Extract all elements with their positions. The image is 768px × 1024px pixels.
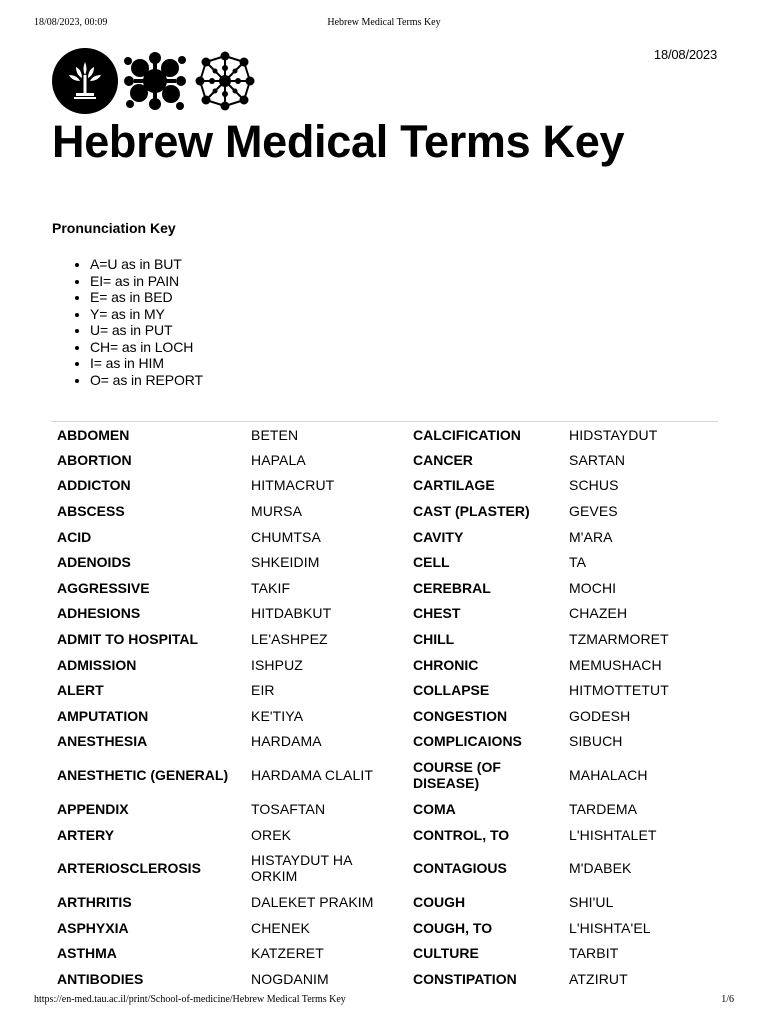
pronunciation-key-heading: Pronunciation Key — [52, 220, 176, 236]
term-english: ARTHRITIS — [57, 894, 132, 911]
term-english: CULTURE — [413, 945, 479, 962]
list-item: • I= as in HIM — [90, 355, 203, 372]
term-hebrew-transliteration: MEMUSHACH — [569, 656, 662, 673]
term-english: CEREBRAL — [413, 579, 491, 596]
term-english: ACID — [57, 528, 92, 545]
term-hebrew-transliteration: GEVES — [569, 503, 618, 520]
term-hebrew-transliteration: SARTAN — [569, 451, 626, 468]
term-english: CHRONIC — [413, 656, 479, 673]
table-row — [51, 847, 718, 889]
table-row — [51, 915, 718, 941]
term-hebrew-transliteration: MAHALACH — [569, 767, 648, 784]
term-hebrew-transliteration: KATZERET — [251, 945, 324, 962]
print-document-title: Hebrew Medical Terms Key — [327, 17, 441, 28]
term-english: CELL — [413, 554, 450, 571]
list-item: • EI= as in PAIN — [90, 273, 203, 290]
term-english: COMPLICAIONS — [413, 733, 522, 750]
term-english: COLLAPSE — [413, 682, 490, 699]
term-hebrew-transliteration: M'ARA — [569, 528, 613, 545]
table-row — [51, 575, 718, 601]
term-hebrew-transliteration: L'HISHTA'EL — [569, 919, 651, 936]
term-hebrew-transliteration: OREK — [251, 826, 292, 843]
print-datetime: 18/08/2023, 00:09 — [34, 17, 108, 28]
term-english: CHILL — [413, 631, 455, 648]
term-english: ABORTION — [57, 451, 132, 468]
pronunciation-key-list — [52, 256, 203, 388]
term-english: ANESTHESIA — [57, 733, 148, 750]
tau-menorah-logo-icon — [52, 48, 118, 114]
table-row — [51, 966, 718, 992]
term-hebrew-transliteration: LE'ASHPEZ — [251, 631, 328, 648]
term-hebrew-transliteration: TARBIT — [569, 945, 619, 962]
term-english: CAST (PLASTER) — [413, 503, 530, 520]
term-hebrew-transliteration: HITMOTTETUT — [569, 682, 669, 699]
print-header — [34, 17, 734, 31]
table-row — [51, 524, 718, 550]
term-hebrew-transliteration: ISHPUZ — [251, 656, 303, 673]
term-english: CANCER — [413, 451, 473, 468]
list-item: • E= as in BED — [90, 289, 203, 306]
table-row — [51, 447, 718, 473]
term-english: ADDICTON — [57, 477, 131, 494]
virus-cluster-solid-icon — [122, 48, 188, 114]
term-hebrew-transliteration: TAKIF — [251, 579, 291, 596]
table-row — [51, 422, 718, 448]
term-hebrew-transliteration: MURSA — [251, 503, 303, 520]
term-english: COMA — [413, 801, 456, 818]
page-date: 18/08/2023 — [653, 47, 717, 62]
term-english: ANESTHETIC (GENERAL) — [57, 767, 229, 784]
term-english: ARTERIOSCLEROSIS — [57, 860, 201, 877]
table-row — [51, 822, 718, 848]
term-english: CONTROL, TO — [413, 826, 510, 843]
term-hebrew-transliteration: GODESH — [569, 707, 631, 724]
term-english: CARTILAGE — [413, 477, 495, 494]
logo-strip — [52, 48, 262, 114]
table-row — [51, 626, 718, 652]
term-hebrew-transliteration: CHUMTSA — [251, 528, 321, 545]
table-row — [51, 754, 718, 796]
list-item: • Y= as in MY — [90, 306, 203, 323]
table-row — [51, 796, 718, 822]
term-hebrew-transliteration: M'DABEK — [569, 860, 632, 877]
term-english: ASPHYXIA — [57, 919, 129, 936]
term-hebrew-transliteration: HAPALA — [251, 451, 306, 468]
table-row — [51, 652, 718, 678]
term-hebrew-transliteration: ATZIRUT — [569, 970, 628, 987]
term-hebrew-transliteration: MOCHI — [569, 579, 617, 596]
terms-table — [51, 421, 718, 992]
term-hebrew-transliteration: TOSAFTAN — [251, 801, 326, 818]
table-row — [51, 729, 718, 755]
term-hebrew-transliteration: EIR — [251, 682, 275, 699]
table-row — [51, 549, 718, 575]
term-english: COUGH — [413, 894, 466, 911]
term-hebrew-transliteration: SHKEIDIM — [251, 554, 320, 571]
term-hebrew-transliteration: SCHUS — [569, 477, 619, 494]
molecule-network-icon — [192, 48, 258, 114]
table-row — [51, 677, 718, 703]
page-title: Hebrew Medical Terms Key — [52, 116, 625, 167]
term-english: ABSCESS — [57, 503, 125, 520]
term-hebrew-transliteration: HARDAMA — [251, 733, 322, 750]
term-hebrew-transliteration: NOGDANIM — [251, 970, 329, 987]
list-item: • A=U as in BUT — [90, 256, 203, 273]
term-english: CAVITY — [413, 528, 464, 545]
term-english: COURSE (OF DISEASE) — [413, 759, 501, 792]
term-hebrew-transliteration: HISTAYDUT HA ORKIM — [251, 852, 352, 885]
list-item: • O= as in REPORT — [90, 372, 203, 389]
page-number: 1/6 — [721, 994, 734, 1005]
print-footer — [34, 994, 734, 1008]
term-hebrew-transliteration: DALEKET PRAKIM — [251, 894, 374, 911]
term-english: COUGH, TO — [413, 919, 493, 936]
term-english: APPENDIX — [57, 801, 129, 818]
table-row — [51, 889, 718, 915]
term-hebrew-transliteration: SHI'UL — [569, 894, 614, 911]
term-english: CONGESTION — [413, 707, 508, 724]
terms-table-body — [51, 422, 718, 992]
term-hebrew-transliteration: TARDEMA — [569, 801, 638, 818]
term-english: ADHESIONS — [57, 605, 141, 622]
term-hebrew-transliteration: HARDAMA CLALIT — [251, 767, 373, 784]
term-hebrew-transliteration: CHAZEH — [569, 605, 628, 622]
list-item: • U= as in PUT — [90, 322, 203, 339]
term-hebrew-transliteration: BETEN — [251, 426, 299, 443]
term-english: ADMISSION — [57, 656, 137, 673]
term-english: ANTIBODIES — [57, 970, 144, 987]
term-english: CONSTIPATION — [413, 970, 517, 987]
term-hebrew-transliteration: TZMARMORET — [569, 631, 669, 648]
table-row — [51, 473, 718, 499]
term-hebrew-transliteration: TA — [569, 554, 587, 571]
term-english: ADMIT TO HOSPITAL — [57, 631, 199, 648]
term-english: CALCIFICATION — [413, 426, 521, 443]
term-hebrew-transliteration: SIBUCH — [569, 733, 623, 750]
table-row — [51, 498, 718, 524]
print-url: https://en-med.tau.ac.il/print/School-of-medicine/Hebrew Medical Terms Key — [34, 994, 346, 1005]
term-english: AMPUTATION — [57, 707, 149, 724]
term-english: CHEST — [413, 605, 461, 622]
table-row — [51, 601, 718, 627]
term-hebrew-transliteration: KE'TIYA — [251, 707, 304, 724]
table-row — [51, 703, 718, 729]
term-hebrew-transliteration: HIDSTAYDUT — [569, 426, 658, 443]
table-row — [51, 941, 718, 967]
term-english: ADENOIDS — [57, 554, 131, 571]
term-english: ALERT — [57, 682, 104, 699]
term-hebrew-transliteration: L'HISHTALET — [569, 826, 657, 843]
term-english: ABDOMEN — [57, 426, 130, 443]
term-english: AGGRESSIVE — [57, 579, 150, 596]
term-hebrew-transliteration: CHENEK — [251, 919, 310, 936]
term-english: ASTHMA — [57, 945, 117, 962]
term-english: CONTAGIOUS — [413, 860, 507, 877]
list-item: • CH= as in LOCH — [90, 339, 203, 356]
term-hebrew-transliteration: HITMACRUT — [251, 477, 335, 494]
term-hebrew-transliteration: HITDABKUT — [251, 605, 332, 622]
term-english: ARTERY — [57, 826, 115, 843]
